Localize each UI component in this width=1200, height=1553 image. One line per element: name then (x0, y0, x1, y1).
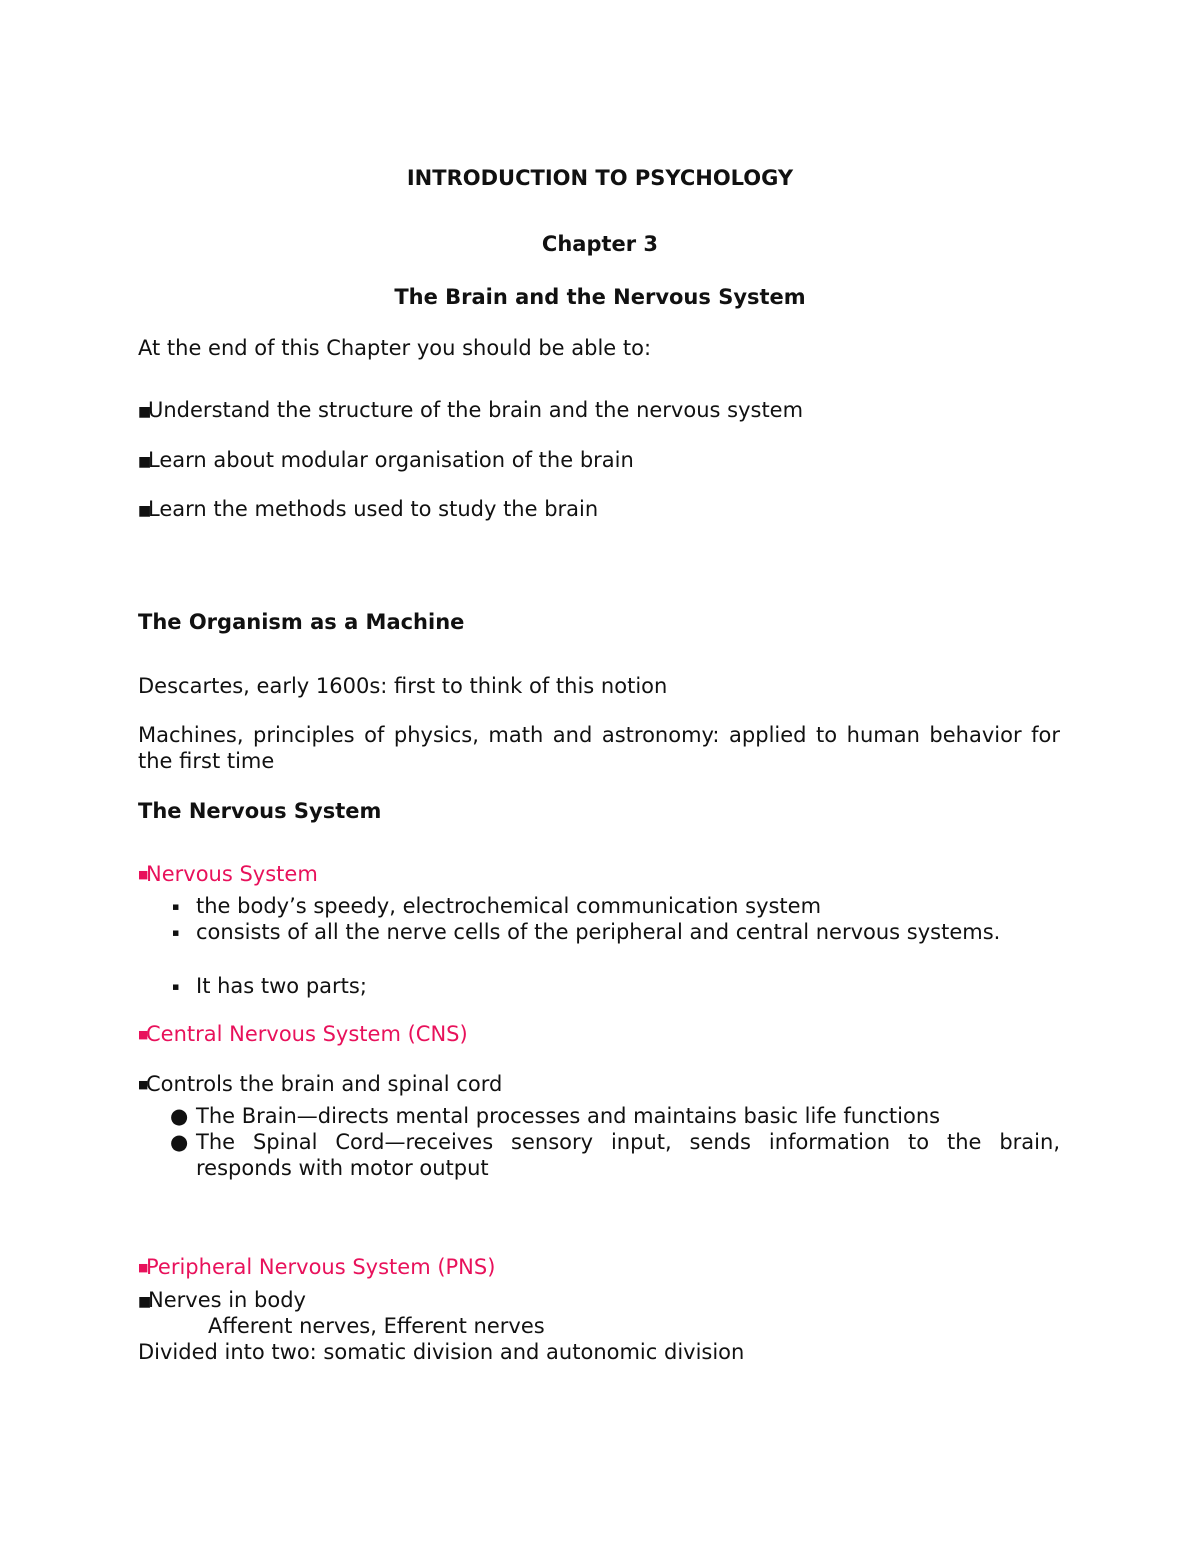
round-bullet-icon: ● (170, 1130, 189, 1154)
machines-paragraph: Machines, principles of physics, math and astronomy: applied to human behavior for the first time (138, 723, 1060, 773)
cns-label: ■Central Nervous System (CNS) (138, 1022, 468, 1046)
square-bullet-icon: ■ (138, 1294, 152, 1310)
objective-item: ■Understand the structure of the brain and the nervous system (138, 397, 803, 425)
round-bullet-icon: ● (170, 1104, 189, 1128)
small-bullet-icon: ▪ (172, 980, 180, 993)
nervous-system-label: ■Nervous System (138, 862, 318, 886)
square-bullet-icon: ■ (138, 454, 152, 470)
chapter-title: The Brain and the Nervous System (394, 285, 806, 309)
section-heading-nervous-system: The Nervous System (138, 799, 382, 823)
pns-nerves: ■Nerves in body (138, 1287, 306, 1315)
pns-afferent-efferent: Afferent nerves, Efferent nerves (208, 1314, 545, 1338)
chapter-number: Chapter 3 (541, 232, 659, 256)
ns-point: the body’s speedy, electrochemical communication system (196, 894, 822, 918)
descartes-paragraph: Descartes, early 1600s: first to think of this notion (138, 674, 668, 698)
objective-item: ■Learn about modular organisation of the brain (138, 447, 634, 475)
square-bullet-icon: ■ (138, 1028, 149, 1041)
cns-point: The Spinal Cord—receives sensory input, sends information to the brain, responds with motor output (196, 1130, 1060, 1180)
small-bullet-icon: ▪ (172, 900, 180, 913)
cns-text: ■Controls the brain and spinal cord (138, 1072, 503, 1096)
square-bullet-icon: ■ (138, 503, 152, 519)
cns-point: The Brain—directs mental processes and maintains basic life functions (196, 1104, 941, 1128)
objective-item: ■Learn the methods used to study the brain (138, 496, 598, 524)
square-bullet-icon: ■ (138, 1078, 149, 1091)
small-bullet-icon: ▪ (172, 926, 180, 939)
square-bullet-icon: ■ (138, 1261, 149, 1274)
ns-point: consists of all the nerve cells of the peripheral and central nervous systems. (196, 920, 1001, 944)
pns-label: ■Peripheral Nervous System (PNS) (138, 1255, 496, 1279)
section-heading-organism: The Organism as a Machine (138, 610, 465, 634)
document-title: INTRODUCTION TO PSYCHOLOGY (406, 166, 794, 190)
ns-point: It has two parts; (196, 974, 367, 998)
square-bullet-icon: ■ (138, 868, 149, 881)
intro-text: At the end of this Chapter you should be able to: (138, 336, 652, 360)
square-bullet-icon: ■ (138, 404, 152, 420)
pns-divisions: Divided into two: somatic division and autonomic division (138, 1340, 745, 1364)
